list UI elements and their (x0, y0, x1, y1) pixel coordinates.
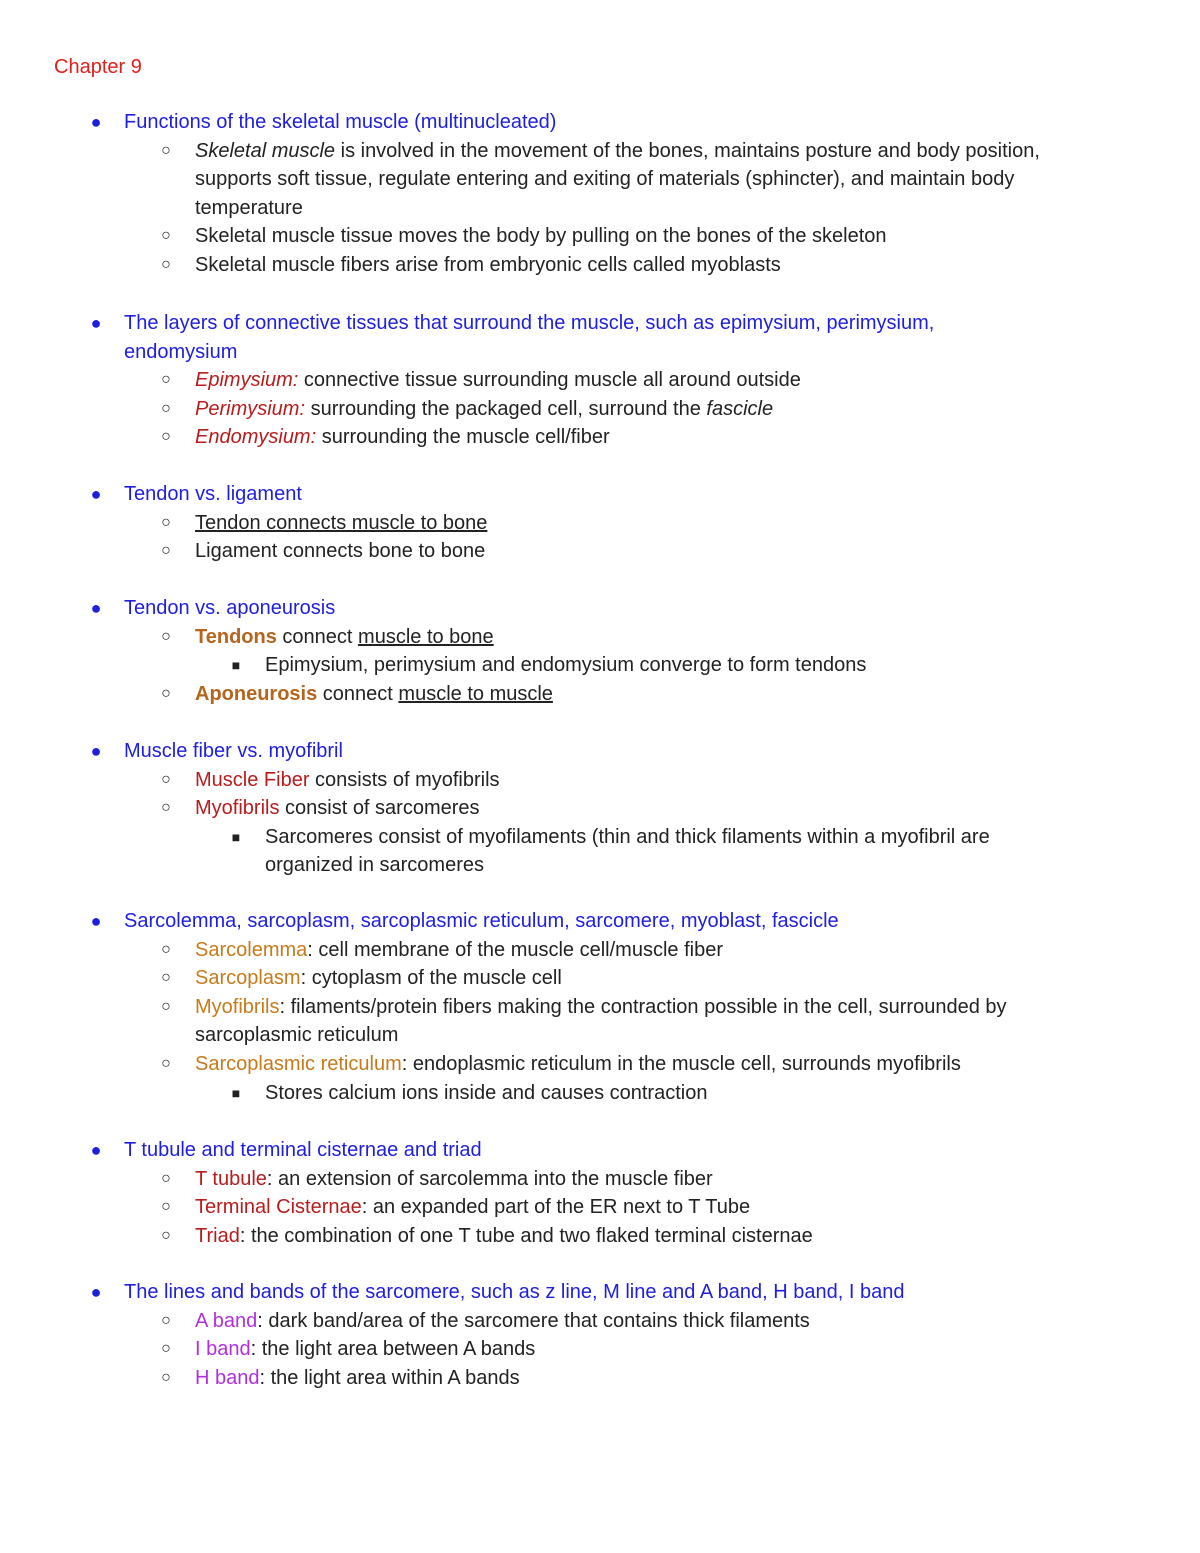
list-item (0, 1079, 1200, 1108)
definition: connective tissue surrounding muscle all around outside (298, 369, 801, 392)
list-item-text (195, 1050, 1055, 1079)
term: Muscle Fiber (195, 768, 310, 791)
hollow-circle-bullet-icon: ○ (161, 627, 171, 645)
term: Terminal Cisternae (195, 1196, 362, 1219)
section-heading: T tubule and terminal cisternae and triad (124, 1139, 482, 1161)
filled-circle-bullet-icon: ● (90, 741, 102, 761)
list-item (0, 680, 1200, 709)
hollow-circle-bullet-icon: ○ (161, 969, 171, 987)
list-item-heading (0, 108, 1200, 137)
term: Sarcoplasmic reticulum (195, 1052, 402, 1075)
filled-circle-bullet-icon: ● (90, 598, 102, 618)
filled-circle-bullet-icon: ● (90, 1140, 102, 1160)
definition: : cell membrane of the muscle cell/muscle fiber (307, 938, 723, 961)
term: Aponeurosis (195, 682, 318, 705)
chapter-title: Chapter 9 (54, 56, 142, 78)
term: I band (195, 1338, 251, 1361)
list-item-text (195, 936, 1055, 965)
list-item-text (195, 509, 1055, 538)
definition: surrounding the muscle cell/fiber (316, 426, 610, 449)
term: Myofibrils (195, 797, 280, 820)
term: Epimysium: (195, 369, 299, 392)
section-heading: Sarcolemma, sarcoplasm, sarcoplasmic reticulum, sarcomere, myoblast, fascicle (124, 910, 839, 932)
filled-circle-bullet-icon: ● (90, 112, 102, 132)
filled-circle-bullet-icon: ● (90, 484, 102, 504)
list-item-text (195, 366, 1055, 395)
list-item (0, 251, 1200, 280)
underlined-text: muscle to muscle (398, 682, 553, 705)
underlined-text: muscle to bone (358, 625, 494, 648)
list-item (0, 766, 1200, 795)
hollow-circle-bullet-icon: ○ (161, 684, 171, 702)
list-item (0, 623, 1200, 652)
term: T tubule (195, 1167, 267, 1190)
section-tendon-vs-ligament (0, 480, 1200, 566)
section-skeletal-muscle-functions (0, 108, 1200, 280)
definition: : the combination of one T tube and two flaked terminal cisternae (239, 1224, 813, 1247)
filled-square-bullet-icon: ■ (231, 828, 241, 845)
list-item (0, 366, 1200, 395)
list-item (0, 222, 1200, 251)
list-item-text (195, 1193, 1055, 1222)
section-heading: Muscle fiber vs. myofibril (124, 740, 343, 762)
list-item (0, 137, 1200, 223)
section-sarcomere-bands (0, 1278, 1200, 1392)
list-item-heading (0, 737, 1200, 766)
hollow-circle-bullet-icon: ○ (161, 1054, 171, 1072)
definition: consists of myofibrils (309, 768, 500, 791)
list-item (0, 936, 1200, 965)
list-item-text (195, 680, 1055, 709)
hollow-circle-bullet-icon: ○ (161, 513, 171, 531)
hollow-circle-bullet-icon: ○ (161, 770, 171, 788)
section-tendon-vs-aponeurosis (0, 594, 1200, 708)
section-muscle-fiber-vs-myofibril (0, 737, 1200, 880)
definition: surrounding the packaged cell, surround the (305, 397, 707, 420)
section-heading: The lines and bands of the sarcomere, such as z line, M line and A band, H band, I band (124, 1281, 905, 1303)
hollow-circle-bullet-icon: ○ (161, 399, 171, 417)
term: Endomysium: (195, 426, 317, 449)
term: Myofibrils (195, 995, 280, 1018)
list-item-heading (0, 594, 1200, 623)
list-item-text: Skeletal muscle tissue moves the body by pulling on the bones of the skeleton (195, 225, 887, 248)
term: Tendons (195, 625, 277, 648)
definition: : the light area within A bands (259, 1366, 520, 1389)
list-item-heading (0, 1278, 1200, 1307)
definition-italic: fascicle (706, 397, 774, 420)
hollow-circle-bullet-icon: ○ (161, 1368, 171, 1386)
hollow-circle-bullet-icon: ○ (161, 1311, 171, 1329)
term: Skeletal muscle (195, 139, 336, 162)
list-item-heading (0, 1136, 1200, 1165)
list-item-text (195, 1307, 1055, 1336)
list-item (0, 1050, 1200, 1079)
list-item-text (195, 1165, 1055, 1194)
definition: : filaments/protein fibers making the contraction possible in the cell, surrounded by sarcoplasmic reticulum (195, 995, 1007, 1047)
section-heading: Tendon vs. ligament (124, 483, 302, 505)
definition: is involved in the movement of the bones, maintains posture and body position, supports soft tissue, regulate entering and exiting of materials (sphincter), and maintain body temperature (195, 139, 1040, 219)
filled-square-bullet-icon: ■ (231, 657, 241, 674)
definition: : endoplasmic reticulum in the muscle cell, surrounds myofibrils (401, 1052, 961, 1075)
hollow-circle-bullet-icon: ○ (161, 940, 171, 958)
list-item-text: Stores calcium ions inside and causes contraction (265, 1081, 708, 1104)
term: Triad (195, 1224, 240, 1247)
definition: connect (276, 625, 359, 648)
term: Perimysium: (195, 397, 306, 420)
list-item-text (195, 137, 1055, 223)
list-item-text: Skeletal muscle fibers arise from embryonic cells called myoblasts (195, 253, 781, 276)
filled-square-bullet-icon: ■ (231, 1084, 241, 1101)
hollow-circle-bullet-icon: ○ (161, 542, 171, 560)
section-connective-tissue-layers (0, 309, 1200, 452)
section-heading: Functions of the skeletal muscle (multinucleated) (124, 111, 557, 133)
definition: : the light area between A bands (250, 1338, 536, 1361)
list-item (0, 537, 1200, 566)
section-t-tubule-triad (0, 1136, 1200, 1250)
list-item (0, 395, 1200, 424)
term: Sarcoplasm (195, 967, 301, 990)
list-item (0, 1307, 1200, 1336)
list-item-heading (0, 907, 1200, 936)
list-item-text (195, 1335, 1055, 1364)
term: Sarcolemma (195, 938, 308, 961)
list-item (0, 1335, 1200, 1364)
list-item-heading (0, 480, 1200, 509)
hollow-circle-bullet-icon: ○ (161, 1198, 171, 1216)
filled-circle-bullet-icon: ● (90, 1282, 102, 1302)
list-item-text (195, 423, 1055, 452)
underlined-text: Tendon connects muscle to bone (195, 511, 488, 534)
definition: : an expanded part of the ER next to T Tube (361, 1196, 751, 1219)
list-item-text: Sarcomeres consist of myofilaments (thin and thick filaments within a myofibril are organized in sarcomeres (265, 825, 990, 877)
list-item (0, 823, 1200, 880)
list-item-text (195, 1364, 1055, 1393)
section-sarcolemma-terms (0, 907, 1200, 1107)
list-item (0, 1364, 1200, 1393)
list-item-text (195, 964, 1055, 993)
list-item (0, 423, 1200, 452)
filled-circle-bullet-icon: ● (90, 911, 102, 931)
list-item (0, 651, 1200, 680)
list-item (0, 794, 1200, 823)
section-heading: Tendon vs. aponeurosis (124, 597, 336, 619)
hollow-circle-bullet-icon: ○ (161, 227, 171, 245)
hollow-circle-bullet-icon: ○ (161, 428, 171, 446)
definition: connect (317, 682, 399, 705)
definition: consist of sarcomeres (279, 797, 480, 820)
list-item-text (195, 623, 1055, 652)
list-item (0, 1193, 1200, 1222)
definition: : cytoplasm of the muscle cell (300, 967, 562, 990)
term: A band (195, 1309, 258, 1332)
list-item (0, 993, 1200, 1050)
definition: : dark band/area of the sarcomere that contains thick filaments (257, 1309, 810, 1332)
list-item-text: Ligament connects bone to bone (195, 540, 486, 563)
term: H band (195, 1366, 260, 1389)
list-item-heading (0, 309, 1200, 366)
hollow-circle-bullet-icon: ○ (161, 141, 171, 159)
hollow-circle-bullet-icon: ○ (161, 371, 171, 389)
filled-circle-bullet-icon: ● (90, 313, 102, 333)
list-item (0, 509, 1200, 538)
list-item-text (195, 395, 1055, 424)
list-item-text: Epimysium, perimysium and endomysium converge to form tendons (265, 654, 867, 677)
list-item (0, 1222, 1200, 1251)
list-item (0, 1165, 1200, 1194)
hollow-circle-bullet-icon: ○ (161, 799, 171, 817)
hollow-circle-bullet-icon: ○ (161, 997, 171, 1015)
hollow-circle-bullet-icon: ○ (161, 1169, 171, 1187)
list-item (0, 964, 1200, 993)
list-item-text (195, 766, 1055, 795)
hollow-circle-bullet-icon: ○ (161, 1226, 171, 1244)
hollow-circle-bullet-icon: ○ (161, 1340, 171, 1358)
section-heading: The layers of connective tissues that surround the muscle, such as epimysium, perimysium, endomysium (124, 312, 935, 363)
hollow-circle-bullet-icon: ○ (161, 255, 171, 273)
list-item-text (195, 794, 1055, 823)
definition: : an extension of sarcolemma into the muscle fiber (266, 1167, 713, 1190)
list-item-text (195, 1222, 1055, 1251)
list-item-text (195, 993, 1055, 1050)
